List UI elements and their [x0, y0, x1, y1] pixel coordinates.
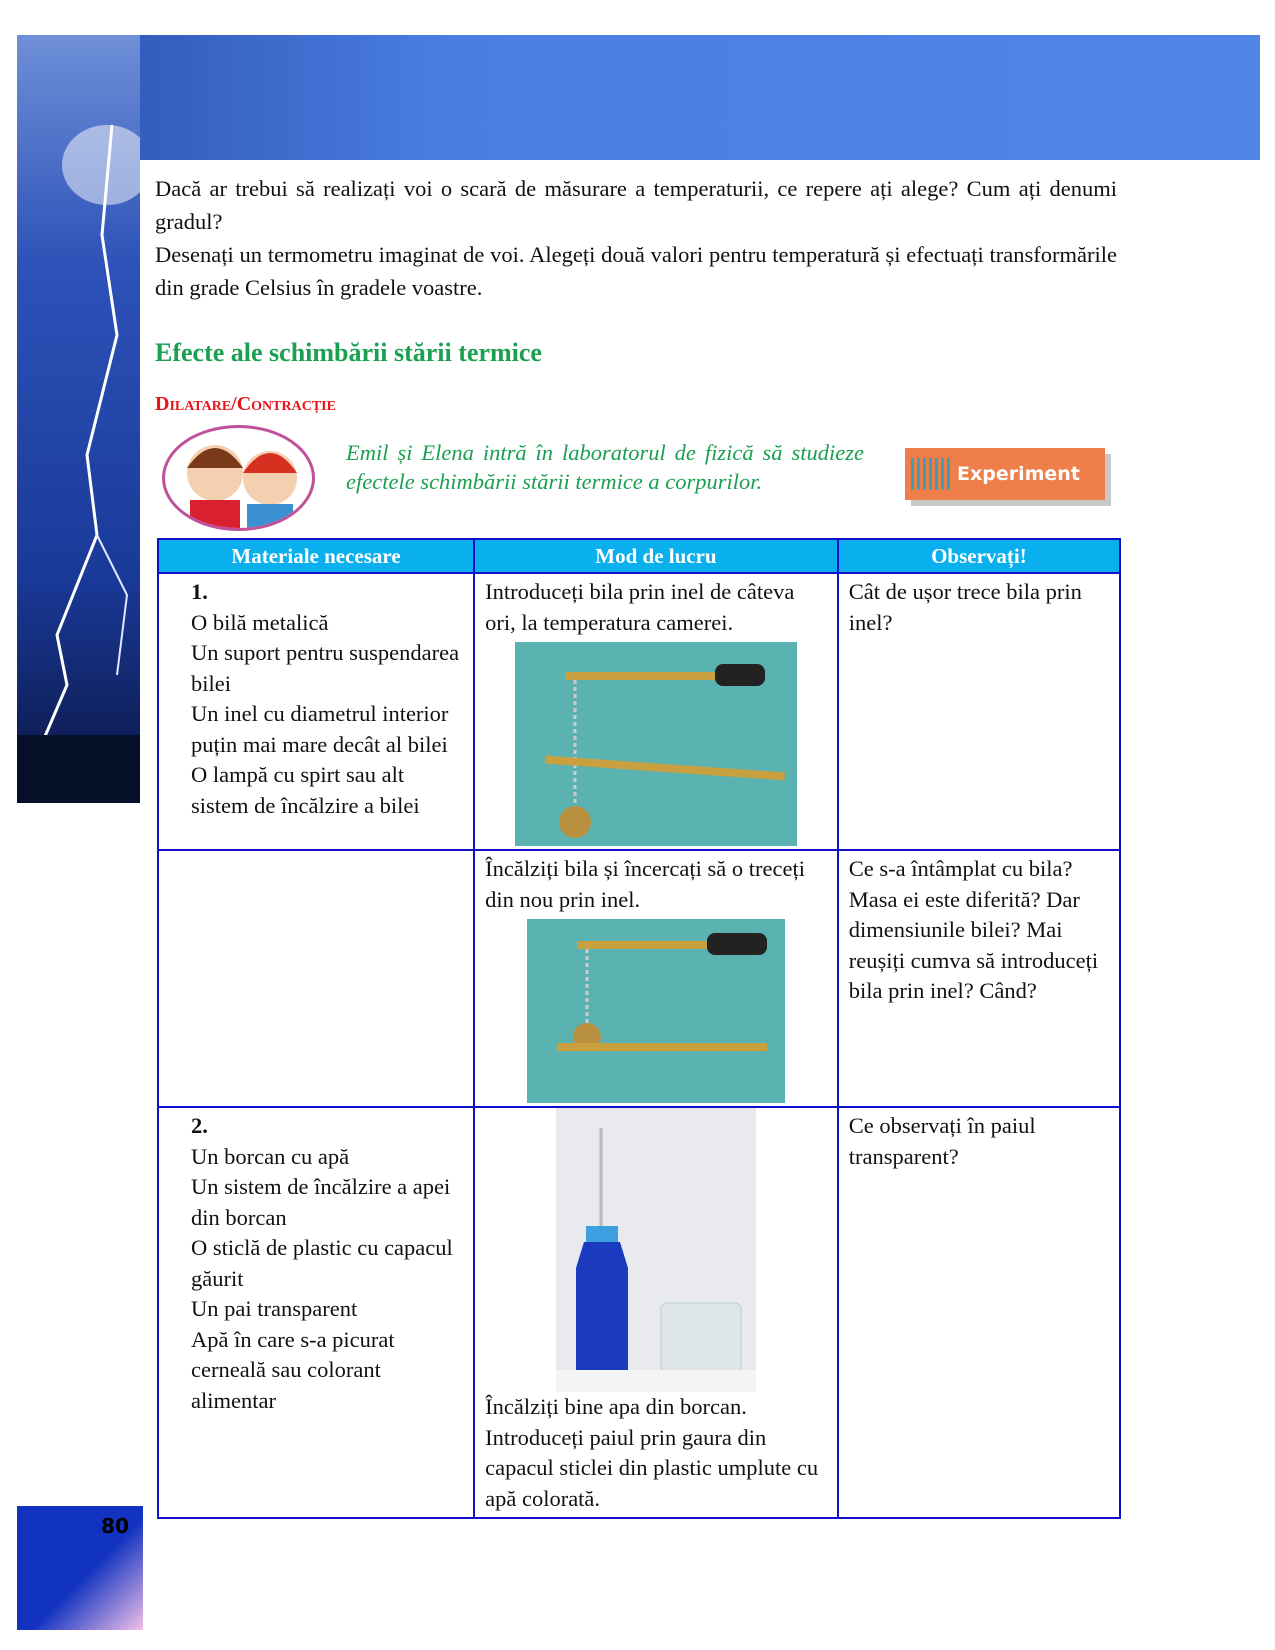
observe-cell: Ce observați în paiul transparent?	[838, 1107, 1120, 1518]
materials-cell	[158, 1107, 474, 1518]
table-header-row	[158, 539, 1120, 573]
task-text: Desenați un termometru imaginat de voi. Alegeți două valori pentru temperatură și efectuați transformările din grade Celsius în gradele voastre.	[155, 242, 1117, 300]
experiment-badge	[905, 448, 1105, 500]
method-cell	[474, 573, 838, 850]
method-text: Încălziți bine apa din borcan. Introduceți paiul prin gaura din capacul sticlei din plastic umplute cu apă colorată.	[485, 1394, 819, 1511]
method-text: Încălziți bila și încercați să o treceți din nou prin inel.	[485, 856, 805, 912]
subsection-title: Dilatare/Contracție	[155, 393, 336, 415]
page-number: 80	[101, 1514, 129, 1538]
header-materials: Materiale necesare	[158, 539, 474, 573]
table-row	[158, 573, 1120, 850]
header-method: Mod de lucru	[474, 539, 838, 573]
material-item: Un sistem de încălzire a apei din borcan	[191, 1174, 451, 1230]
material-item: Un inel cu diametrul interior puțin mai mare decât al bilei	[191, 701, 449, 757]
material-item: Un pai transparent	[191, 1296, 358, 1321]
lightning-image	[17, 35, 140, 803]
method-text: Introduceți bila prin inel de câteva ori, la temperatura camerei.	[485, 579, 795, 635]
intro-paragraph	[155, 172, 1117, 304]
table-row	[158, 1107, 1120, 1518]
ball-ring-photo-cold	[515, 642, 797, 846]
material-item: Un suport pentru suspendarea bilei	[191, 640, 460, 696]
page-number-box	[17, 1506, 143, 1630]
section-title: Efecte ale schimbării stării termice	[155, 338, 542, 367]
materials-cell	[158, 850, 474, 1107]
dots-icon	[911, 458, 953, 490]
experiment-number: 1.	[191, 579, 208, 604]
observe-cell: Ce s-a întâmplat cu bila? Masa ei este diferită? Dar dimensiunile bilei? Mai reușiți cumva să introduceți bila prin inel? Când?	[838, 850, 1120, 1107]
experiment-label: Experiment	[957, 463, 1080, 485]
header-banner	[17, 35, 1260, 160]
material-item: Un borcan cu apă	[191, 1143, 350, 1169]
material-item: O lampă cu spirt sau alt sistem de încălzire a bilei	[191, 762, 420, 818]
method-cell	[474, 1107, 838, 1518]
ball-ring-photo-hot	[527, 919, 785, 1103]
material-item: O bilă metalică	[191, 609, 329, 635]
experiment-table	[157, 538, 1121, 1519]
bottle-straw-photo	[556, 1108, 756, 1392]
table-row	[158, 850, 1120, 1107]
experiment-number: 2.	[191, 1113, 208, 1138]
material-item: Apă în care s-a picurat cerneală sau colorant alimentar	[191, 1326, 395, 1413]
question-text: Dacă ar trebui să realizați voi o scară de măsurare a temperaturii, ce repere ați alege? Cum ați denumi gradul?	[155, 176, 1117, 234]
story-text: Emil și Elena intră în laboratorul de fizică să studieze efectele schimbării stării termice a corpurilor.	[346, 440, 864, 494]
materials-cell	[158, 573, 474, 850]
observe-cell: Cât de ușor trece bila prin inel?	[838, 573, 1120, 850]
method-cell	[474, 850, 838, 1107]
header-observe: Observați!	[838, 539, 1120, 573]
material-item: O sticlă de plastic cu capacul găurit	[191, 1235, 453, 1291]
children-illustration	[162, 425, 315, 531]
